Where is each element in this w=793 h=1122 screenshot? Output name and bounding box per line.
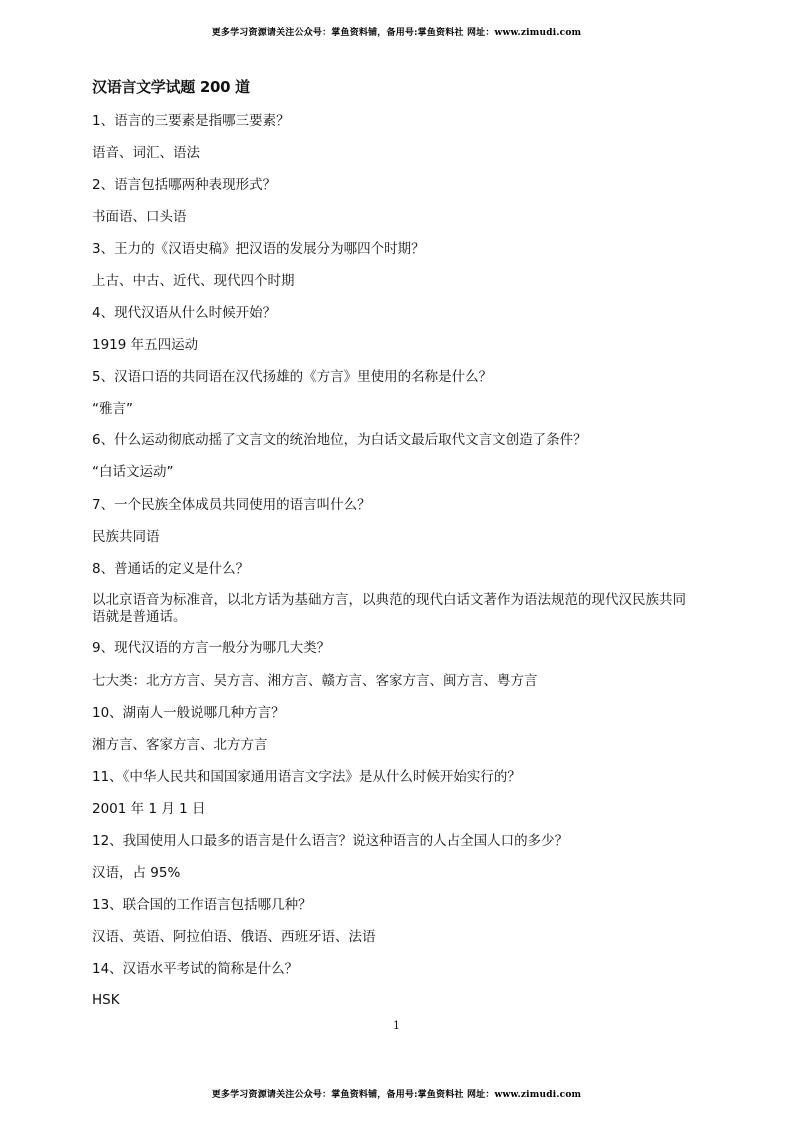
answer-5: “雅言” bbox=[92, 401, 133, 417]
answer-10: 湘方言、客家方言、北方方言 bbox=[92, 737, 268, 753]
question-12: 12、我国使用人口最多的语言是什么语言？说这种语言的人占全国人口的多少？ bbox=[92, 833, 569, 849]
question-6: 6、什么运动彻底动摇了文言文的统治地位，为白话文最后取代文言文创造了条件？ bbox=[92, 432, 587, 448]
question-7: 7、一个民族全体成员共同使用的语言叫什么？ bbox=[92, 497, 371, 513]
page-footer: 更多学习资源请关注公众号：掌鱼资料铺，备用号:掌鱼资料社 网址：www.zimudi.com bbox=[211, 1090, 582, 1100]
question-11: 11、《中华人民共和国国家通用语言文字法》是从什么时候开始实行的？ bbox=[92, 769, 521, 785]
answer-7: 民族共同语 bbox=[92, 529, 160, 545]
question-1: 1、语言的三要素是指哪三要素？ bbox=[92, 113, 290, 129]
page-header: 更多学习资源请关注公众号：掌鱼资料铺，备用号:掌鱼资料社 网址：www.zimudi.com bbox=[211, 28, 582, 38]
answer-12: 汉语，占 95% bbox=[92, 865, 181, 881]
question-8: 8、普通话的定义是什么？ bbox=[92, 561, 250, 577]
answer-14: HSK bbox=[92, 992, 120, 1008]
answer-11: 2001 年 1 月 1 日 bbox=[92, 801, 206, 817]
question-5: 5、汉语口语的共同语在汉代扬雄的《方言》里使用的名称是什么？ bbox=[92, 369, 493, 385]
question-2: 2、语言包括哪两种表现形式？ bbox=[92, 177, 277, 193]
answer-1: 语音、词汇、语法 bbox=[92, 145, 200, 161]
question-13: 13、联合国的工作语言包括哪几种？ bbox=[92, 897, 312, 913]
page-number: 1 bbox=[393, 1019, 400, 1032]
question-3: 3、王力的《汉语史稿》把汉语的发展分为哪四个时期？ bbox=[92, 241, 425, 257]
answer-4: 1919 年五四运动 bbox=[92, 337, 199, 353]
answer-3: 上古、中古、近代、现代四个时期 bbox=[92, 273, 295, 289]
answer-6: “白话文运动” bbox=[92, 464, 174, 480]
question-4: 4、现代汉语从什么时候开始？ bbox=[92, 305, 277, 321]
question-10: 10、湖南人一般说哪几种方言？ bbox=[92, 705, 285, 721]
document-title: 汉语言文学试题 200 道 bbox=[92, 78, 250, 96]
answer-8: 以北京语音为标准音，以北方话为基础方言，以典范的现代白话文著作为语法规范的现代汉民族共同语就是普通话。 bbox=[92, 592, 686, 625]
question-14: 14、汉语水平考试的简称是什么？ bbox=[92, 961, 299, 977]
answer-9: 七大类：北方方言、吴方言、湘方言、赣方言、客家方言、闽方言、粤方言 bbox=[92, 673, 538, 689]
answer-13: 汉语、英语、阿拉伯语、俄语、西班牙语、法语 bbox=[92, 929, 376, 945]
question-9: 9、现代汉语的方言一般分为哪几大类？ bbox=[92, 640, 331, 656]
answer-2: 书面语、口头语 bbox=[92, 209, 187, 225]
